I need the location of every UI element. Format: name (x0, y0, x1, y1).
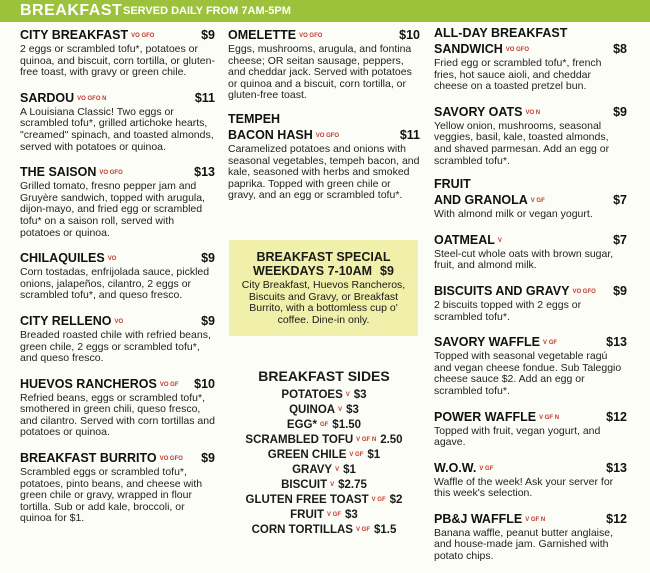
sides-list (228, 388, 420, 538)
item-tags: VO N (525, 109, 541, 116)
side-price: $3 (353, 389, 367, 401)
item-price: $8 (613, 42, 627, 56)
side-tags: V (345, 392, 350, 398)
item-description: 2 biscuits topped with 2 eggs or scrambled tofu*. (434, 298, 582, 323)
menu-item (434, 333, 627, 397)
side-tags: V GF (349, 452, 364, 458)
side-name: GREEN CHILE (267, 449, 347, 461)
item-description: 2 eggs or scrambled tofu*, potatoes or quinoa, and biscuit, corn tortilla, or gluten-free toast, with gravy or green chile. (20, 43, 215, 79)
side-tags: V (338, 407, 343, 413)
item-description: Grilled tomato, fresno pepper jam and Gruyère sandwich, topped with arugula, dijon-mayo, and fried egg or scrambled tofu* on a saison roll, served with potatoes or quinoa. (20, 180, 206, 239)
item-price: $9 (201, 451, 215, 466)
item-price: $12 (606, 511, 627, 526)
menu-item (434, 408, 627, 449)
side-tags: V GF (371, 497, 386, 503)
item-price: $7 (613, 193, 627, 208)
item-name-line-2: SANDWICH (434, 42, 503, 56)
side-price: $1.5 (374, 524, 397, 536)
side-tags: V (335, 467, 340, 473)
item-price: $9 (613, 283, 627, 298)
item-description: Caramelized potatoes and onions with seasonal vegetables, tempeh bacon, and kale, seasoned with herbs and smoked paprika. Topped with green chile or gravy, and an egg or scrambled tofu*. (228, 142, 420, 202)
side-price: $2 (389, 494, 403, 506)
item-description: Fried egg or scrambled tofu*, french fries, hot sauce aioli, and cheddar cheese on a toasted pretzel bun. (434, 57, 602, 93)
item-tags: VO GFO (315, 132, 340, 139)
menu-column-2 (228, 26, 420, 212)
item-name: CHILAQUILES (20, 251, 105, 266)
side-item (228, 418, 420, 433)
item-tags: V GF (543, 340, 558, 347)
item-tags: V GF (479, 465, 494, 472)
menu-column-3 (434, 26, 627, 573)
menu-item (228, 26, 420, 102)
side-price: $2.75 (338, 479, 367, 491)
section-subtitle: SERVED DAILY FROM 7AM-5PM (123, 5, 291, 17)
item-tags: V (497, 237, 502, 244)
item-tags: VO (107, 256, 117, 263)
item-tags: VO GFO (131, 33, 155, 39)
item-tags: VO GFO (572, 288, 596, 295)
menu-item (20, 312, 215, 365)
item-tags: VO GFO (505, 47, 530, 53)
item-tags: V GF N (539, 414, 560, 421)
side-price: 2.50 (380, 434, 403, 446)
menu-item (20, 375, 215, 439)
item-description: Corn tostadas, enfrijolada sauce, pickled onions, jalapeños, cilantro, 2 eggs or scrambled tofu*, and queso fresco. (20, 266, 210, 302)
item-tags: V GF N (525, 516, 546, 523)
side-name: POTATOES (281, 389, 343, 401)
side-item (228, 463, 420, 478)
item-price: $13 (606, 335, 627, 350)
special-hours: WEEKDAYS 7-10AM (253, 264, 373, 278)
item-price: $11 (399, 127, 420, 142)
menu-item (434, 26, 627, 93)
item-description: Breaded roasted chile with refried beans, green chile, 2 eggs or scrambled tofu*, and queso fresco. (20, 328, 211, 365)
side-tags: V GF (327, 512, 342, 518)
item-description: Topped with seasonal vegetable ragú and vegan cheese fondue. Sub Taleggio cheese sauce $2. Add an egg or scrambled tofu*. (434, 350, 622, 397)
item-tags: VO GFO (159, 456, 183, 463)
menu-item (434, 282, 627, 323)
item-name: HUEVOS RANCHEROS (20, 376, 157, 391)
item-price: $9 (613, 104, 627, 119)
side-price: $3 (346, 404, 359, 416)
menu-item (20, 163, 215, 239)
menu-item (434, 459, 627, 500)
item-price: $12 (606, 409, 627, 424)
menu-item (20, 249, 215, 302)
breakfast-special-box (229, 240, 418, 336)
side-name: FRUIT (290, 509, 325, 521)
item-name-line-2: BACON HASH (228, 127, 313, 142)
item-description: Refried beans, eggs or scrambled tofu*, smothered in green chili, queso fresco, and cilantro. Served with corn tortillas and potatoes or quinoa. (20, 391, 215, 439)
menu-header (0, 0, 650, 22)
menu-item (434, 177, 627, 221)
side-name: CORN TORTILLAS (251, 524, 353, 536)
item-description: Steel-cut whole oats with brown sugar, fruit, and almond milk. (434, 247, 614, 272)
menu-item (20, 449, 215, 525)
section-title: BREAKFAST (20, 2, 123, 19)
item-price: $9 (201, 313, 215, 328)
side-price: $1.50 (332, 419, 362, 431)
item-price: $13 (194, 165, 215, 180)
menu-item (434, 231, 627, 272)
item-name: POWER WAFFLE (434, 409, 537, 424)
item-name: ALL-DAY BREAKFAST (434, 26, 568, 40)
menu-item (228, 112, 420, 202)
side-item (228, 403, 420, 418)
item-tags: V GF (530, 198, 545, 205)
menu-item (20, 89, 215, 153)
side-name: GRAVY (292, 464, 333, 476)
item-name: BISCUITS AND GRAVY (434, 283, 570, 298)
side-item (228, 478, 420, 493)
side-name: QUINOA (289, 404, 336, 416)
item-description: A Louisiana Classic! Two eggs or scrambled tofu*, grilled artichoke hearts, "creamed" spinach, and toasted almonds, served with potatoes or quinoa. (20, 105, 214, 153)
item-name: W.O.W. (434, 460, 477, 475)
item-description: Waffle of the week! Ask your server for this week's selection. (434, 475, 614, 500)
item-description: Eggs, mushrooms, arugula, and fontina cheese; OR seitan sausage, peppers, and cheddar jack. Served with potatoes or quinoa and a biscuit, corn tortilla, or gluten-free toast. (228, 43, 412, 102)
item-name: SAVORY OATS (434, 104, 523, 119)
menu-item (434, 103, 627, 167)
side-tags: GF (319, 422, 329, 428)
side-price: $3 (345, 509, 358, 521)
side-item (228, 388, 420, 403)
item-price: $10 (194, 376, 215, 391)
special-price: $9 (380, 264, 394, 278)
item-name: THE SAISON (20, 165, 97, 180)
menu-column-1 (20, 26, 215, 535)
side-name: BISCUIT (281, 479, 328, 491)
item-price: $11 (194, 90, 215, 105)
item-description: Scrambled eggs or scrambled tofu*, potatoes, pinto beans, and cheese with green chile or gravy, wrapped in flour tortilla. Sub or add kale, broccoli, or quinoa for $1. (20, 466, 203, 525)
side-price: $1 (367, 449, 381, 461)
item-name: CITY RELLENO (20, 313, 112, 328)
item-name: OMELETTE (228, 28, 297, 42)
item-tags: VO GF (159, 381, 179, 388)
special-title: BREAKFAST SPECIAL (256, 250, 391, 264)
side-tags: V (330, 482, 335, 488)
item-price: $10 (399, 28, 420, 42)
item-description: Yellow onion, mushrooms, seasonal veggies, basil, kale, toasted almonds, and shaved parmesan. Add an egg or scrambled tofu*. (434, 119, 610, 167)
side-name: EGG* (286, 419, 317, 431)
side-item (228, 448, 420, 463)
item-tags: VO GFO (99, 170, 123, 177)
item-name-line-2: AND GRANOLA (434, 193, 528, 208)
side-tags: V GF (355, 527, 370, 533)
sides-title: BREAKFAST SIDES (258, 368, 390, 384)
item-tags: VO (114, 318, 124, 325)
special-description: City Breakfast, Huevos Rancheros, Biscuits and Gravy, or Breakfast Burrito, with a bottomless cup o' coffee. Dine-in only. (241, 279, 406, 326)
item-price: $13 (606, 460, 627, 475)
item-name: SARDOU (20, 90, 75, 105)
item-description: Topped with fruit, vegan yogurt, and agave. (434, 424, 601, 449)
side-item (228, 433, 420, 448)
side-item (228, 493, 420, 508)
item-name: TEMPEH (228, 111, 281, 126)
side-name: SCRAMBLED TOFU (245, 434, 354, 446)
side-price: $1 (343, 464, 356, 476)
item-name: BREAKFAST BURRITO (20, 451, 157, 466)
item-name: OATMEAL (434, 232, 495, 247)
item-description: Banana waffle, peanut butter anglaise, and house-made jam. Garnished with potato chips. (434, 526, 614, 563)
item-price: $9 (201, 251, 215, 266)
item-name: PB&J WAFFLE (434, 511, 523, 526)
item-description: With almond milk or vegan yogurt. (434, 208, 593, 221)
item-tags: VO GFO N (77, 95, 107, 102)
item-name: SAVORY WAFFLE (434, 335, 541, 350)
menu-item (434, 510, 627, 563)
side-item (228, 508, 420, 523)
item-price: $9 (201, 28, 215, 42)
item-name: CITY BREAKFAST (20, 28, 129, 42)
side-tags: V GF N (356, 437, 377, 443)
menu-item (20, 26, 215, 79)
item-price: $7 (613, 232, 627, 247)
side-item (228, 523, 420, 538)
item-name: FRUIT (434, 177, 471, 192)
item-tags: VO GFO (299, 33, 323, 39)
side-name: GLUTEN FREE TOAST (245, 494, 369, 506)
